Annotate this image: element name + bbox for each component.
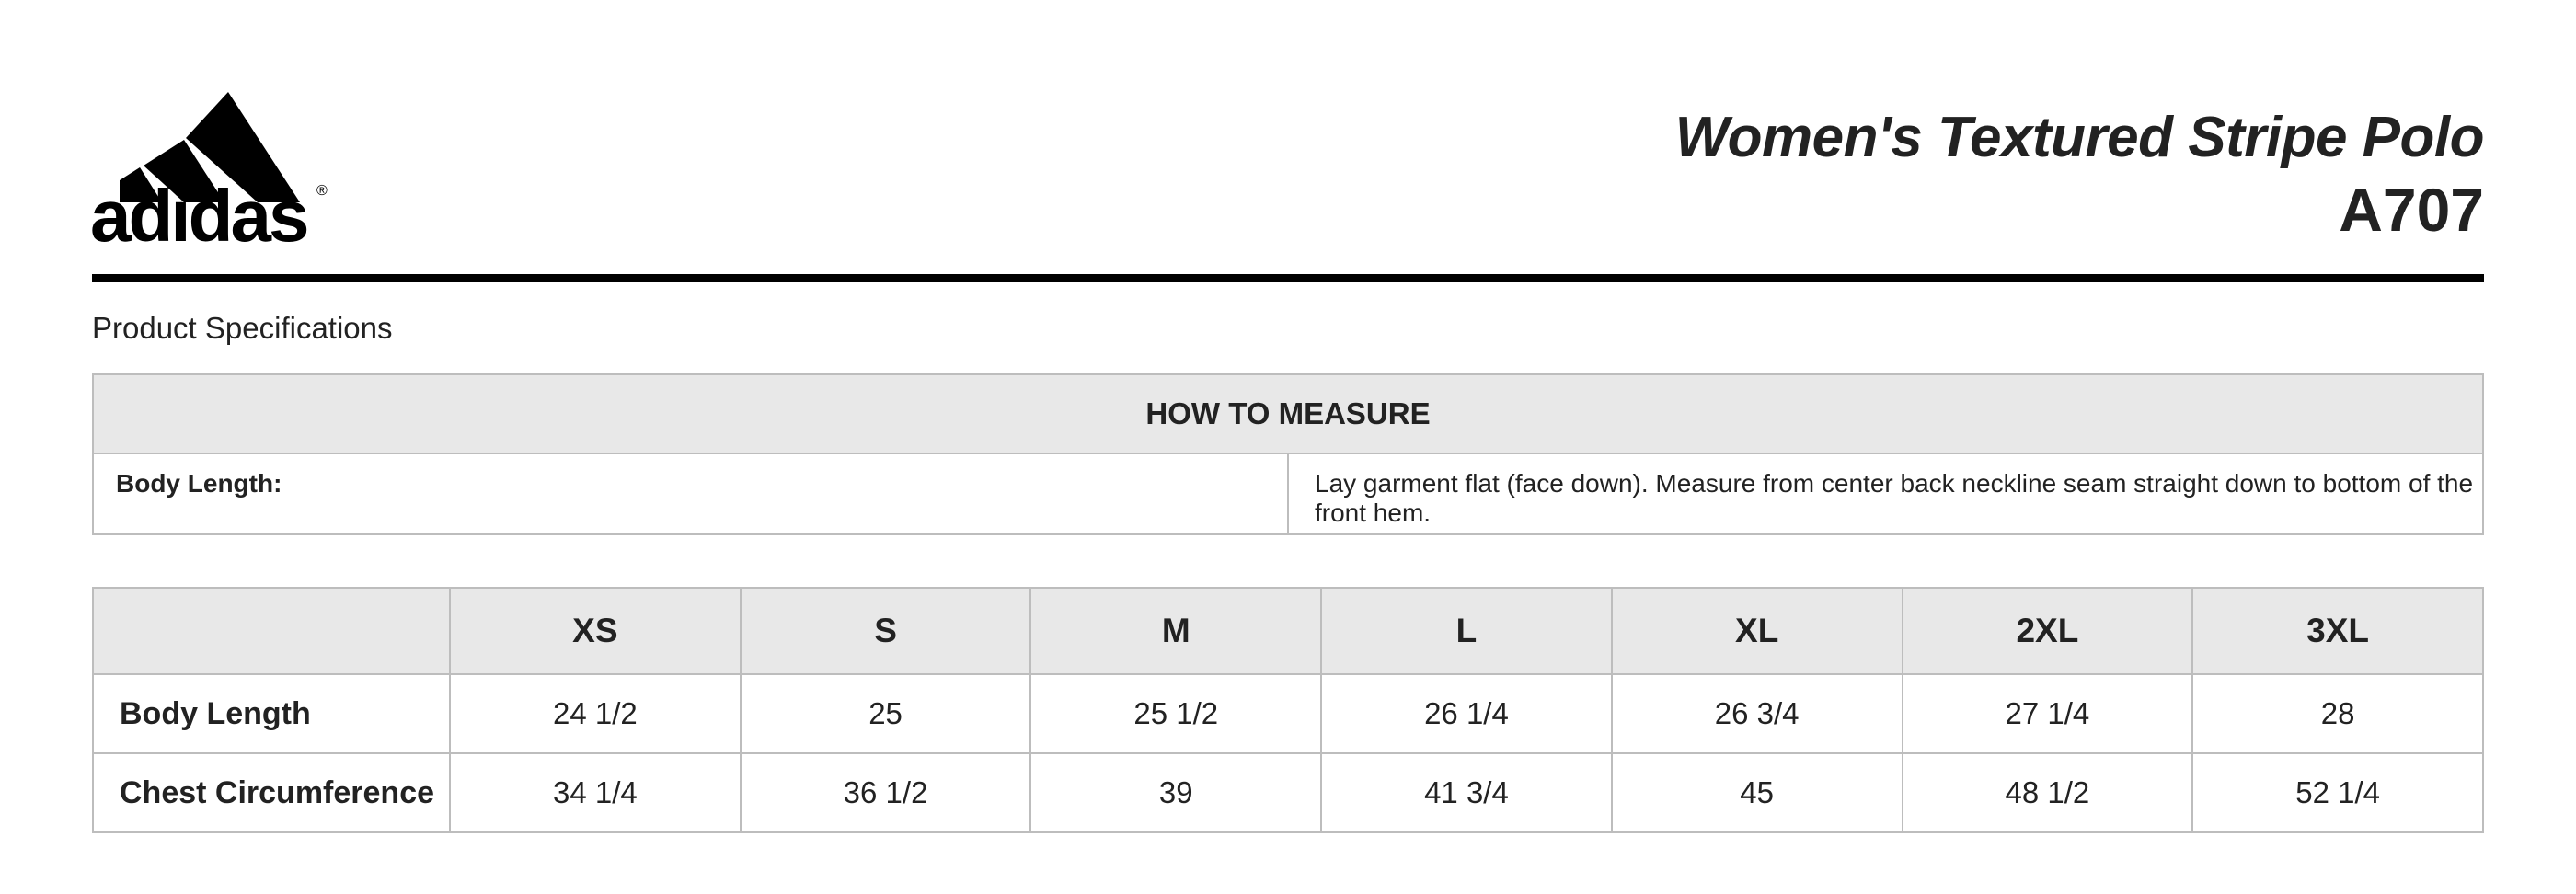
table-cell: 25 1/2 [1030,674,1321,753]
product-name: Women's Textured Stripe Polo [1674,106,2484,169]
adidas-logo [92,92,335,246]
table-cell: 45 [1612,753,1903,832]
table-cell: 26 3/4 [1612,674,1903,753]
table-cell: 27 1/4 [1903,674,2193,753]
size-header: M [1030,588,1321,674]
how-to-measure-header-row [93,374,2483,453]
how-to-measure-table [92,373,2484,535]
section-heading: Product Specifications [92,311,393,345]
row-label: Body Length [93,674,450,753]
table-cell: 36 1/2 [741,753,1031,832]
product-code: A707 [2339,176,2484,244]
table-cell: 24 1/2 [450,674,741,753]
size-header-row [93,588,2483,674]
size-header: 2XL [1903,588,2193,674]
table-cell: 41 3/4 [1321,753,1612,832]
size-header: L [1321,588,1612,674]
table-row [93,674,2483,753]
product-title-block [1675,103,2484,246]
table-cell: 34 1/4 [450,753,741,832]
adidas-three-bars-icon [92,92,335,246]
table-cell: 52 1/4 [2192,753,2483,832]
registered-mark: ® [316,183,328,199]
size-header: XL [1612,588,1903,674]
measure-row [93,453,2483,534]
size-header: XS [450,588,741,674]
table-cell: 26 1/4 [1321,674,1612,753]
table-cell: 48 1/2 [1903,753,2193,832]
measure-label: Body Length: [93,453,1288,534]
logo-wordmark: adidas [92,175,307,246]
table-cell: 25 [741,674,1031,753]
size-header: S [741,588,1031,674]
table-row [93,753,2483,832]
how-to-measure-title: HOW TO MEASURE [93,374,2483,453]
corner-cell [93,588,450,674]
table-cell: 39 [1030,753,1321,832]
row-label: Chest Circumference [93,753,450,832]
size-chart-table [92,587,2484,833]
measure-description: Lay garment flat (face down). Measure from center back neckline seam straight down to bottom of the front hem. [1288,453,2483,534]
header-divider [92,274,2484,282]
table-cell: 28 [2192,674,2483,753]
size-header: 3XL [2192,588,2483,674]
